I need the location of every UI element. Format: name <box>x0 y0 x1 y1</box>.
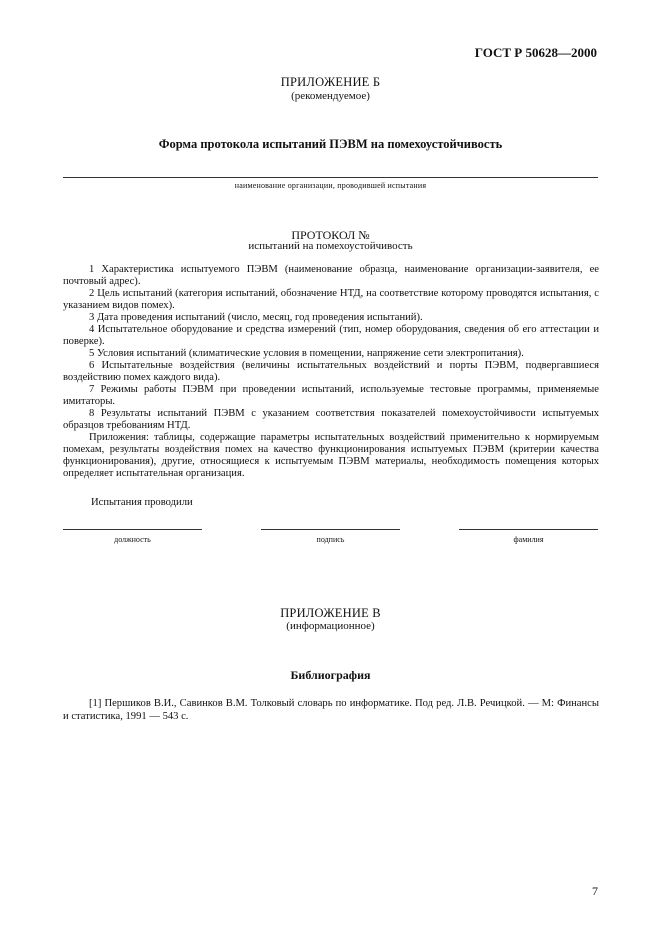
protocol-item: 1 Характеристика испытуемого ПЭВМ (наименование образца, наименование организации-заявителя, ее почтовый адрес). <box>63 264 599 287</box>
appendix-v-title: ПРИЛОЖЕНИЕ В <box>280 606 381 620</box>
organization-line <box>63 177 598 178</box>
bibliography-list <box>63 697 599 723</box>
protocol-item: 3 Дата проведения испытаний (число, месяц, год проведения испытаний). <box>89 312 423 323</box>
position-line <box>63 529 202 530</box>
bibliography-entry: [1] Першиков В.И., Савинков В.М. Толковый словарь по информатике. Под ред. Л.В. Речицкой. — М: Финансы и статистика, 1991 — 543 с. <box>63 698 599 722</box>
protocol-item: 6 Испытательные воздействия (величины испытательных воздействий и порты ПЭВМ, подвергавшиеся воздействию помех каждого вида). <box>63 360 599 383</box>
protocol-item: 7 Режимы работы ПЭВМ при проведении испытаний, используемые тестовые программы, применяемые имитаторы. <box>63 384 599 407</box>
form-title: Форма протокола испытаний ПЭВМ на помехоустойчивость <box>158 137 503 151</box>
protocol-appendices: Приложения: таблицы, содержащие параметры испытательных воздействий применительно к нормируемым помехам, результаты воздействия помех на качество функционирования испытуемых ПЭВМ (критерии качества функционирования), другие, относящиеся к испытуемым ПЭВМ материалы, необходимость помещения которых определяет испытательная организация. <box>63 432 599 479</box>
protocol-items <box>63 264 599 480</box>
surname-caption: фамилия <box>513 535 544 544</box>
protocol-item: 8 Результаты испытаний ПЭВМ с указанием соответствия показателей помехоустойчивости испытуемых образцов требованиям НТД. <box>63 408 599 431</box>
appendix-b-title: ПРИЛОЖЕНИЕ Б <box>280 75 381 89</box>
protocol-item: 5 Условия испытаний (климатические условия в помещении, напряжение сети электропитания). <box>89 348 524 359</box>
organization-caption: наименование организации, проводившей испытания <box>234 181 427 190</box>
position-caption: должность <box>114 535 151 544</box>
appendix-v-subtitle: (информационное) <box>286 620 375 632</box>
appendix-b-subtitle: (рекомендуемое) <box>291 90 370 102</box>
document-header: ГОСТ Р 50628—2000 <box>474 45 597 60</box>
bibliography-title: Библиография <box>290 668 371 682</box>
protocol-title: ПРОТОКОЛ № <box>291 228 370 242</box>
protocol-subtitle: испытаний на помехоустойчивость <box>248 240 413 252</box>
protocol-item: 4 Испытательное оборудование и средства измерений (тип, номер оборудования, сведения об его аттестации и поверке). <box>63 324 599 347</box>
signature-line <box>261 529 400 530</box>
protocol-item: 2 Цель испытаний (категория испытаний, обозначение НТД, на соответствие которому проводятся испытания, с указанием видов помех). <box>63 288 599 311</box>
surname-line <box>459 529 598 530</box>
signatures-label: Испытания проводили <box>91 497 193 508</box>
page-number: 7 <box>592 884 598 898</box>
signature-caption: подпись <box>316 535 345 544</box>
